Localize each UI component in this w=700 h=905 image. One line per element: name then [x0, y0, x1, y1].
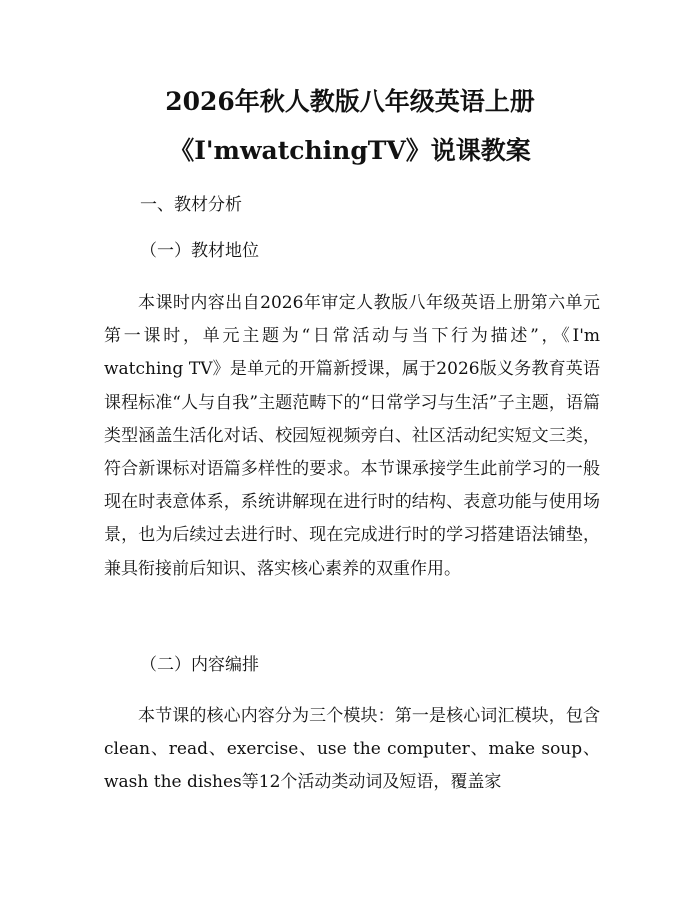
subsection-heading-textbook-status: （一）教材地位: [140, 241, 259, 261]
paragraph-content-arrangement: 本节课的核心内容分为三个模块：第一是核心词汇模块，包含clean、read、exercise、use the computer、make soup、wash the dishes等12个活动类动词及短语，覆盖家: [104, 706, 600, 793]
document-title-line-1: 2026年秋人教版八年级英语上册: [165, 87, 535, 116]
paragraph-textbook-status: 本课时内容出自2026年审定人教版八年级英语上册第六单元第一课时，单元主题为“日常活动与当下行为描述”，《I'm watching TV》是单元的开篇新授课，属于2026版义务教育英语课程标准“人与自我”主题范畴下的“日常学习与生活”子主题，语篇类型涵盖生活化对话、校园短视频旁白、社区活动纪实短文三类，符合新课标对语篇多样性的要求。本节课承接学生此前学习的一般现在时表意体系，系统讲解现在进行时的结构、表意功能与使用场景，也为后续过去进行时、现在完成进行时的学习搭建语法铺垫，兼具衔接前后知识、落实核心素养的双重作用。: [104, 293, 600, 579]
document-title-line-2: 《I'mwatchingTV》说课教案: [169, 136, 531, 165]
section-heading-textbook-analysis: 一、教材分析: [140, 195, 242, 215]
subsection-heading-content-arrangement: （二）内容编排: [140, 655, 259, 675]
